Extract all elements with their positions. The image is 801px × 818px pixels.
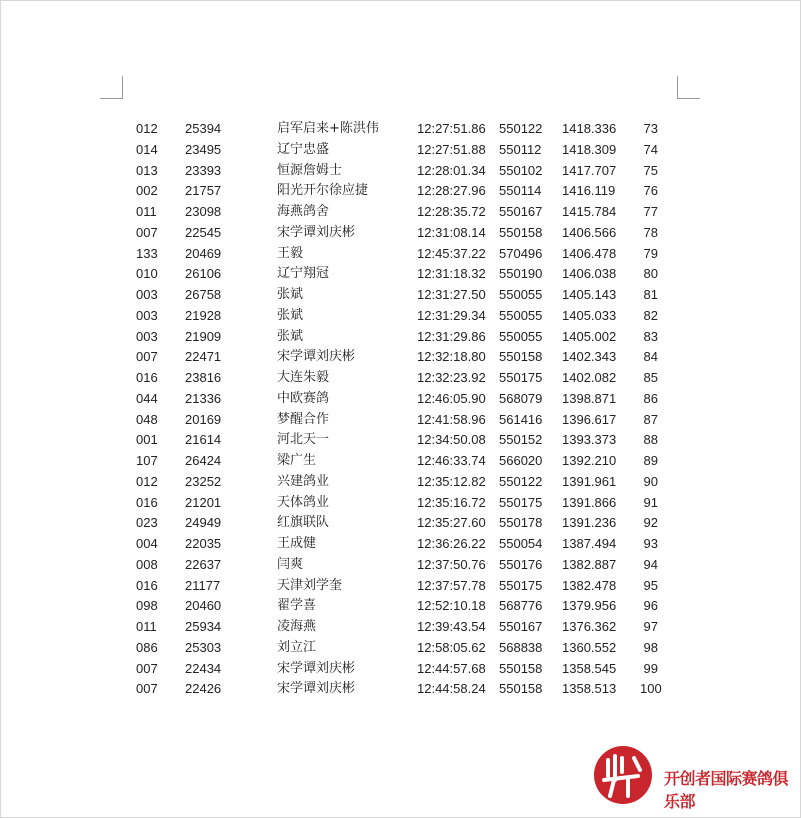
ring-number-cell: 25394 [185, 121, 222, 136]
owner-name-cell: 天津刘学奎 [277, 577, 343, 593]
margin-corner-mark-left [100, 76, 123, 99]
ring-number-cell: 21928 [185, 307, 222, 323]
rank-cell: 94 [643, 556, 658, 572]
club-number-cell: 011 [136, 204, 157, 219]
ring-number-cell: 22545 [185, 224, 222, 240]
rank-cell: 99 [643, 660, 658, 676]
arrival-time-cell: 12:31:18.32 [417, 266, 486, 282]
speed-cell: 1392.210 [562, 453, 617, 468]
speed-cell: 1382.478 [562, 577, 617, 593]
distance-cell: 550122 [499, 473, 543, 489]
club-number-cell: 010 [136, 266, 158, 282]
speed-cell: 1406.566 [562, 224, 617, 240]
club-number-cell: 133 [136, 245, 158, 261]
ring-number-cell: 20169 [185, 411, 222, 427]
ring-number-cell: 23495 [185, 141, 222, 157]
owner-name-cell: 王毅 [277, 245, 304, 261]
rank-cell: 81 [643, 287, 658, 302]
club-number-cell: 007 [136, 349, 158, 365]
owner-name-cell: 宋学谭刘庆彬 [277, 660, 356, 676]
rank-cell: 92 [643, 515, 658, 531]
ring-number-cell: 21336 [185, 390, 222, 406]
ring-number-cell: 24949 [185, 515, 222, 531]
owner-name-cell: 宋学谭刘庆彬 [277, 681, 356, 697]
arrival-time-cell: 12:39:43.54 [417, 619, 486, 634]
rank-cell: 98 [643, 639, 658, 655]
ring-number-cell: 22471 [185, 349, 222, 365]
rank-cell: 83 [643, 328, 658, 344]
rank-cell: 82 [643, 307, 658, 323]
arrival-time-cell: 12:35:16.72 [417, 494, 486, 510]
rank-cell: 93 [643, 536, 658, 551]
speed-cell: 1379.956 [562, 598, 617, 614]
speed-cell: 1416.119 [562, 183, 616, 199]
arrival-time-cell: 12:58:05.62 [417, 639, 486, 655]
speed-cell: 1360.552 [562, 639, 617, 655]
distance-cell: 550176 [499, 556, 543, 572]
ring-number-cell: 21201 [185, 494, 222, 510]
rank-cell: 76 [643, 183, 658, 199]
arrival-time-cell: 12:31:27.50 [417, 287, 486, 302]
owner-name-cell: 张斌 [277, 307, 304, 323]
club-name-text: 开创者国际赛鸽俱乐部 [664, 769, 789, 811]
speed-cell: 1396.617 [562, 411, 617, 427]
arrival-time-cell: 12:31:29.86 [417, 328, 486, 344]
arrival-time-cell: 12:35:12.82 [417, 473, 486, 489]
owner-name-cell: 启军启来+陈洪伟 [277, 121, 379, 136]
owner-name-cell: 辽宁翔冠 [277, 266, 330, 282]
distance-cell: 550175 [499, 577, 543, 593]
arrival-time-cell: 12:32:18.80 [417, 349, 486, 365]
speed-cell: 1402.082 [562, 370, 617, 385]
rank-cell: 84 [643, 349, 658, 365]
distance-cell: 550152 [499, 432, 543, 448]
rank-cell: 75 [643, 162, 658, 178]
speed-cell: 1405.002 [562, 328, 617, 344]
club-number-cell: 048 [136, 411, 158, 427]
club-number-cell: 002 [136, 183, 158, 199]
ring-number-cell: 22426 [185, 681, 222, 697]
club-number-cell: 007 [136, 681, 158, 697]
speed-cell: 1415.784 [562, 204, 617, 219]
owner-name-cell: 宋学谭刘庆彬 [277, 349, 356, 365]
speed-cell: 1398.871 [562, 390, 617, 406]
distance-cell: 568838 [499, 639, 543, 655]
owner-name-cell: 凌海燕 [277, 619, 317, 634]
margin-corner-mark-right [677, 76, 700, 99]
arrival-time-cell: 12:31:08.14 [417, 224, 486, 240]
speed-cell: 1387.494 [562, 536, 617, 551]
ring-number-cell: 25934 [185, 619, 222, 634]
club-number-cell: 011 [136, 619, 157, 634]
distance-cell: 550167 [499, 619, 543, 634]
rank-cell: 74 [643, 141, 658, 157]
distance-cell: 550158 [499, 224, 543, 240]
owner-name-cell: 闫爽 [277, 556, 304, 572]
ring-number-cell: 21614 [185, 432, 222, 448]
owner-name-cell: 红旗联队 [277, 515, 330, 531]
distance-cell: 550112 [499, 141, 542, 157]
ring-number-cell: 26106 [185, 266, 222, 282]
arrival-time-cell: 12:52:10.18 [417, 598, 486, 614]
speed-cell: 1418.309 [562, 141, 617, 157]
club-number-cell: 086 [136, 639, 158, 655]
ring-number-cell: 26424 [185, 453, 222, 468]
distance-cell: 568776 [499, 598, 543, 614]
rank-cell: 78 [643, 224, 658, 240]
club-number-cell: 008 [136, 556, 158, 572]
ring-number-cell: 25303 [185, 639, 222, 655]
speed-cell: 1393.373 [562, 432, 617, 448]
owner-name-cell: 海燕鸽舍 [277, 204, 330, 219]
arrival-time-cell: 12:37:50.76 [417, 556, 486, 572]
ring-number-cell: 21909 [185, 328, 222, 344]
ring-number-cell: 23252 [185, 473, 222, 489]
club-number-cell: 003 [136, 287, 158, 302]
speed-cell: 1391.866 [562, 494, 617, 510]
ring-number-cell: 23098 [185, 204, 222, 219]
arrival-time-cell: 12:41:58.96 [417, 411, 486, 427]
owner-name-cell: 梁广生 [277, 453, 317, 468]
owner-name-cell: 翟学喜 [277, 598, 317, 614]
club-number-cell: 016 [136, 494, 158, 510]
arrival-time-cell: 12:28:35.72 [417, 204, 486, 219]
ring-number-cell: 23393 [185, 162, 222, 178]
owner-name-cell: 宋学谭刘庆彬 [277, 224, 356, 240]
distance-cell: 568079 [499, 390, 543, 406]
distance-cell: 561416 [499, 411, 543, 427]
speed-cell: 1405.033 [562, 307, 617, 323]
arrival-time-cell: 12:27:51.86 [417, 121, 486, 136]
rank-cell: 87 [643, 411, 658, 427]
owner-name-cell: 辽宁忠盛 [277, 141, 330, 157]
owner-name-cell: 阳光开尔徐应捷 [277, 183, 369, 199]
club-seal-icon [594, 746, 652, 804]
owner-name-cell: 天体鸽业 [277, 494, 330, 510]
owner-name-cell: 张斌 [277, 287, 304, 302]
ring-number-cell: 20469 [185, 245, 222, 261]
ring-number-cell: 20460 [185, 598, 222, 614]
ring-number-cell: 21177 [185, 577, 221, 593]
distance-cell: 550167 [499, 204, 543, 219]
distance-cell: 550190 [499, 266, 543, 282]
ring-number-cell: 21757 [185, 183, 222, 199]
speed-cell: 1406.478 [562, 245, 617, 261]
rank-cell: 97 [643, 619, 658, 634]
speed-cell: 1391.961 [562, 473, 617, 489]
distance-cell: 566020 [499, 453, 543, 468]
club-number-cell: 004 [136, 536, 158, 551]
club-number-cell: 003 [136, 307, 158, 323]
arrival-time-cell: 12:27:51.88 [417, 141, 486, 157]
distance-cell: 550178 [499, 515, 543, 531]
club-number-cell: 001 [136, 432, 158, 448]
club-number-cell: 098 [136, 598, 158, 614]
distance-cell: 550055 [499, 328, 543, 344]
rank-cell: 90 [643, 473, 658, 489]
club-number-cell: 003 [136, 328, 158, 344]
rank-cell: 88 [643, 432, 658, 448]
rank-cell: 80 [643, 266, 658, 282]
speed-cell: 1382.887 [562, 556, 617, 572]
speed-cell: 1391.236 [562, 515, 617, 531]
speed-cell: 1358.513 [562, 681, 617, 697]
rank-cell: 79 [643, 245, 658, 261]
rank-cell: 100 [640, 681, 662, 697]
club-number-cell: 016 [136, 370, 158, 385]
owner-name-cell: 恒源詹姆士 [277, 162, 343, 178]
arrival-time-cell: 12:44:58.24 [417, 681, 486, 697]
distance-cell: 550175 [499, 494, 543, 510]
owner-name-cell: 大连朱毅 [277, 370, 330, 385]
arrival-time-cell: 12:28:27.96 [417, 183, 486, 199]
owner-name-cell: 梦醒合作 [277, 411, 330, 427]
arrival-time-cell: 12:31:29.34 [417, 307, 486, 323]
ring-number-cell: 22637 [185, 556, 222, 572]
distance-cell: 550055 [499, 287, 543, 302]
speed-cell: 1418.336 [562, 121, 617, 136]
ring-number-cell: 22434 [185, 660, 222, 676]
owner-name-cell: 王成健 [277, 536, 317, 551]
arrival-time-cell: 12:44:57.68 [417, 660, 486, 676]
speed-cell: 1358.545 [562, 660, 617, 676]
arrival-time-cell: 12:46:33.74 [417, 453, 486, 468]
club-number-cell: 012 [136, 473, 158, 489]
club-number-cell: 044 [136, 390, 158, 406]
club-number-cell: 013 [136, 162, 158, 178]
owner-name-cell: 中欧赛鸽 [277, 390, 330, 406]
arrival-time-cell: 12:35:27.60 [417, 515, 486, 531]
distance-cell: 550102 [499, 162, 543, 178]
rank-cell: 86 [643, 390, 658, 406]
distance-cell: 550158 [499, 349, 543, 365]
ring-number-cell: 22035 [185, 536, 222, 551]
distance-cell: 550158 [499, 660, 543, 676]
arrival-time-cell: 12:45:37.22 [417, 245, 486, 261]
speed-cell: 1405.143 [562, 287, 617, 302]
owner-name-cell: 兴建鸽业 [277, 473, 330, 489]
speed-cell: 1406.038 [562, 266, 617, 282]
rank-cell: 95 [643, 577, 658, 593]
speed-cell: 1376.362 [562, 619, 617, 634]
club-number-cell: 007 [136, 224, 158, 240]
arrival-time-cell: 12:34:50.08 [417, 432, 486, 448]
speed-cell: 1417.707 [562, 162, 617, 178]
arrival-time-cell: 12:46:05.90 [417, 390, 486, 406]
rank-cell: 96 [643, 598, 658, 614]
club-number-cell: 012 [136, 121, 158, 136]
distance-cell: 550158 [499, 681, 543, 697]
rank-cell: 77 [643, 204, 658, 219]
speed-cell: 1402.343 [562, 349, 617, 365]
ring-number-cell: 23816 [185, 370, 222, 385]
club-number-cell: 016 [136, 577, 158, 593]
distance-cell: 550055 [499, 307, 543, 323]
arrival-time-cell: 12:28:01.34 [417, 162, 486, 178]
club-number-cell: 107 [136, 453, 158, 468]
arrival-time-cell: 12:32:23.92 [417, 370, 486, 385]
rank-cell: 73 [643, 121, 658, 136]
club-number-cell: 023 [136, 515, 158, 531]
owner-name-cell: 刘立江 [277, 639, 317, 655]
club-watermark [594, 746, 794, 810]
ring-number-cell: 26758 [185, 287, 222, 302]
arrival-time-cell: 12:36:26.22 [417, 536, 486, 551]
arrival-time-cell: 12:37:57.78 [417, 577, 486, 593]
distance-cell: 550175 [499, 370, 543, 385]
rank-cell: 91 [643, 494, 658, 510]
owner-name-cell: 张斌 [277, 328, 304, 344]
rank-cell: 85 [643, 370, 658, 385]
distance-cell: 550122 [499, 121, 543, 136]
distance-cell: 550054 [499, 536, 543, 551]
owner-name-cell: 河北天一 [277, 432, 330, 448]
club-number-cell: 014 [136, 141, 158, 157]
distance-cell: 550114 [499, 183, 542, 199]
rank-cell: 89 [643, 453, 658, 468]
club-number-cell: 007 [136, 660, 158, 676]
distance-cell: 570496 [499, 245, 543, 261]
